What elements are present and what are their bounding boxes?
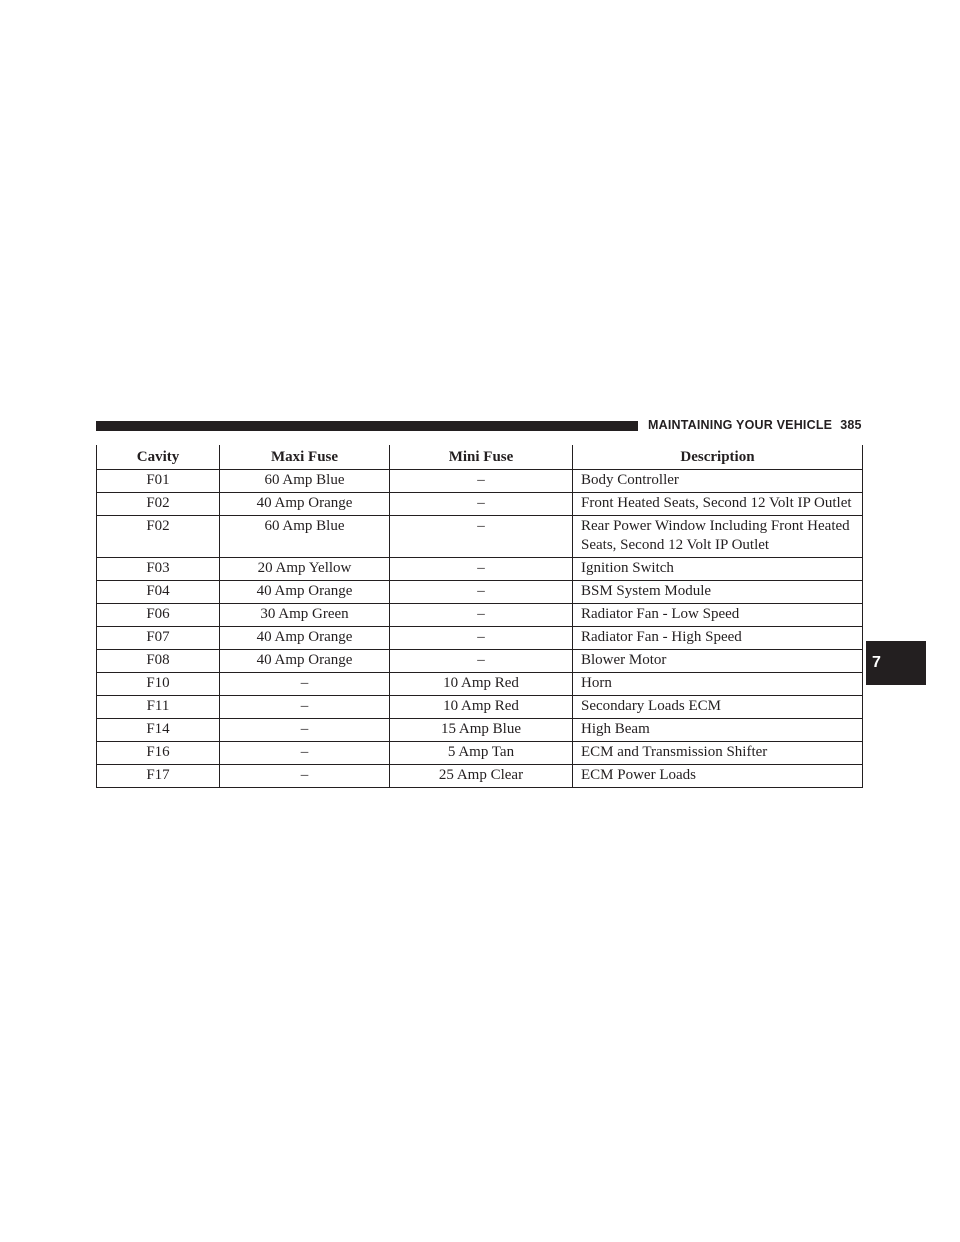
running-header <box>648 418 862 432</box>
table-row <box>97 696 863 719</box>
cell-description: ECM Power Loads <box>573 765 863 788</box>
column-header-maxi-fuse: Maxi Fuse <box>220 445 390 470</box>
table-row <box>97 516 863 558</box>
cell-cavity: F11 <box>97 696 220 719</box>
cell-cavity: F02 <box>97 493 220 516</box>
cell-cavity: F04 <box>97 581 220 604</box>
cell-mini-fuse: 10 Amp Red <box>390 673 573 696</box>
page-number: 385 <box>840 418 862 432</box>
column-header-mini-fuse: Mini Fuse <box>390 445 573 470</box>
cell-cavity: F16 <box>97 742 220 765</box>
cell-cavity: F17 <box>97 765 220 788</box>
column-header-cavity: Cavity <box>97 445 220 470</box>
cell-mini-fuse: – <box>390 493 573 516</box>
cell-maxi-fuse: 30 Amp Green <box>220 604 390 627</box>
table-row <box>97 470 863 493</box>
cell-maxi-fuse: 40 Amp Orange <box>220 581 390 604</box>
cell-maxi-fuse: – <box>220 673 390 696</box>
cell-mini-fuse: – <box>390 470 573 493</box>
cell-mini-fuse: – <box>390 604 573 627</box>
cell-maxi-fuse: 40 Amp Orange <box>220 650 390 673</box>
cell-cavity: F06 <box>97 604 220 627</box>
table-row <box>97 627 863 650</box>
table-header-row <box>97 445 863 470</box>
cell-description: Rear Power Window Including Front Heated Seats, Second 12 Volt IP Outlet <box>573 516 863 558</box>
cell-maxi-fuse: 40 Amp Orange <box>220 627 390 650</box>
cell-maxi-fuse: – <box>220 765 390 788</box>
cell-description: Ignition Switch <box>573 558 863 581</box>
cell-cavity: F10 <box>97 673 220 696</box>
table-row <box>97 558 863 581</box>
cell-maxi-fuse: 60 Amp Blue <box>220 470 390 493</box>
cell-mini-fuse: 15 Amp Blue <box>390 719 573 742</box>
cell-mini-fuse: – <box>390 581 573 604</box>
table-row <box>97 673 863 696</box>
cell-mini-fuse: 10 Amp Red <box>390 696 573 719</box>
cell-cavity: F02 <box>97 516 220 558</box>
table-row <box>97 742 863 765</box>
table-body <box>97 470 863 788</box>
cell-description: Front Heated Seats, Second 12 Volt IP Outlet <box>573 493 863 516</box>
table-row <box>97 719 863 742</box>
cell-mini-fuse: – <box>390 627 573 650</box>
column-header-description: Description <box>573 445 863 470</box>
cell-cavity: F08 <box>97 650 220 673</box>
table-row <box>97 765 863 788</box>
cell-mini-fuse: – <box>390 558 573 581</box>
cell-description: Secondary Loads ECM <box>573 696 863 719</box>
cell-description: Radiator Fan - High Speed <box>573 627 863 650</box>
cell-mini-fuse: 5 Amp Tan <box>390 742 573 765</box>
cell-maxi-fuse: 20 Amp Yellow <box>220 558 390 581</box>
cell-maxi-fuse: – <box>220 696 390 719</box>
cell-maxi-fuse: – <box>220 742 390 765</box>
cell-description: Horn <box>573 673 863 696</box>
cell-cavity: F07 <box>97 627 220 650</box>
cell-maxi-fuse: – <box>220 719 390 742</box>
cell-cavity: F03 <box>97 558 220 581</box>
cell-description: High Beam <box>573 719 863 742</box>
header-rule-bar <box>96 421 638 431</box>
section-title: MAINTAINING YOUR VEHICLE <box>648 418 833 432</box>
cell-mini-fuse: 25 Amp Clear <box>390 765 573 788</box>
chapter-tab[interactable]: 7 <box>866 641 926 685</box>
cell-cavity: F01 <box>97 470 220 493</box>
cell-maxi-fuse: 60 Amp Blue <box>220 516 390 558</box>
cell-description: ECM and Transmission Shifter <box>573 742 863 765</box>
table-row <box>97 581 863 604</box>
cell-maxi-fuse: 40 Amp Orange <box>220 493 390 516</box>
cell-description: Body Controller <box>573 470 863 493</box>
cell-description: Blower Motor <box>573 650 863 673</box>
table-row <box>97 493 863 516</box>
cell-description: BSM System Module <box>573 581 863 604</box>
cell-mini-fuse: – <box>390 650 573 673</box>
cell-mini-fuse: – <box>390 516 573 558</box>
cell-description: Radiator Fan - Low Speed <box>573 604 863 627</box>
fuse-table <box>96 445 863 788</box>
cell-cavity: F14 <box>97 719 220 742</box>
table-row <box>97 604 863 627</box>
table-row <box>97 650 863 673</box>
